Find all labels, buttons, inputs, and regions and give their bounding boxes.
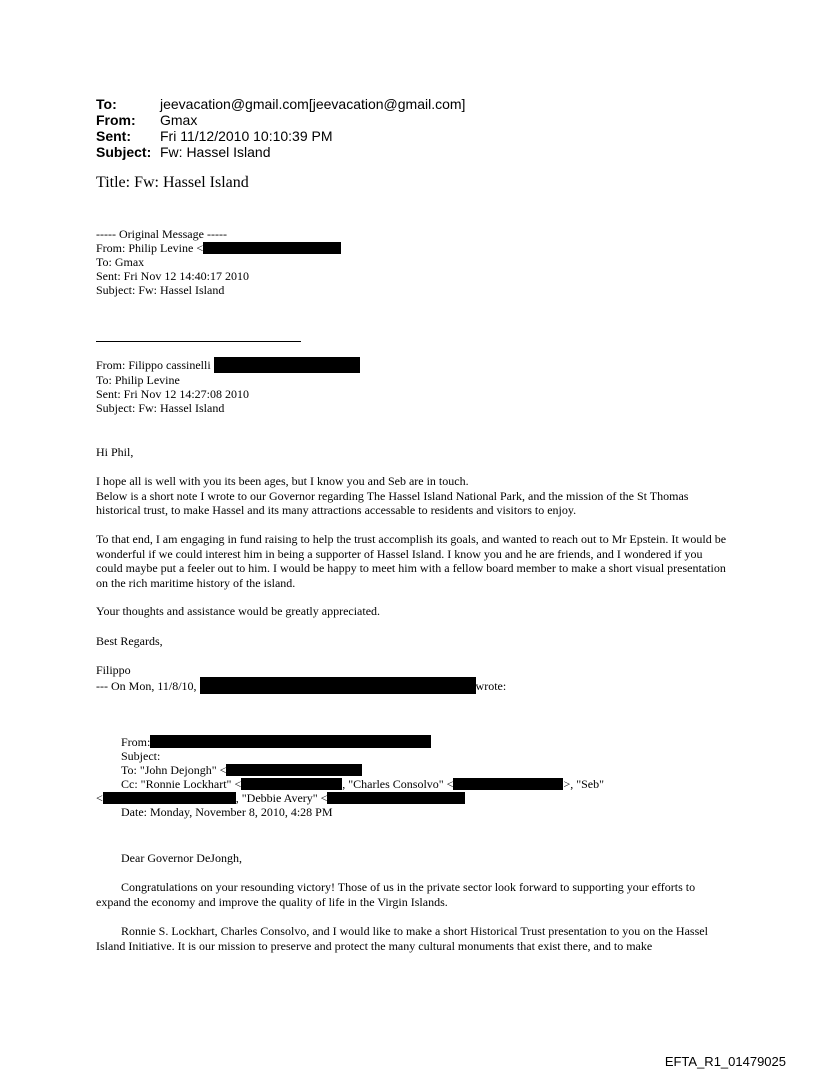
subject-label: Subject:	[96, 144, 152, 160]
forward-header-block	[96, 357, 360, 415]
quoted-cc-line: Cc: "Ronnie Lockhart" < , "Charles Consolvo" < >, "Seb"	[121, 777, 605, 791]
greeting: Hi Phil,	[96, 445, 134, 459]
original-message-block	[96, 227, 341, 297]
redaction-box	[150, 735, 431, 748]
quoted-paragraph-1: Congratulations on your resounding victory! Those of us in the private sector look forward to supporting your efforts to expand the economy and improve the quality of life in the Virgin Islands.	[96, 880, 696, 909]
email-header	[96, 96, 465, 160]
to-label: To:	[96, 96, 117, 112]
sent-value: Fri 11/12/2010 10:10:39 PM	[160, 128, 333, 144]
forward-sent-line: Sent: Fri Nov 12 14:27:08 2010	[96, 387, 250, 401]
forward-subject-line: Subject: Fw: Hassel Island	[96, 401, 225, 415]
quoted-paragraph-2: Ronnie S. Lockhart, Charles Consolvo, and I would like to make a short Historical Trust presentation to you on the Hassel Island Initiative. It is our mission to preserve and protect the many cultural monuments that exist there, and to make	[96, 924, 708, 953]
quoted-to-line: To: "John Dejongh" <	[121, 763, 604, 777]
quoted-subject-line: Subject:	[121, 749, 161, 763]
sent-label: Sent:	[96, 128, 131, 144]
redaction-box	[103, 792, 236, 804]
original-from-line: From: Philip Levine <	[96, 241, 341, 255]
redaction-box	[241, 778, 342, 790]
forward-to-line: To: Philip Levine	[96, 373, 180, 387]
closing: Best Regards,	[96, 634, 163, 648]
redaction-box	[453, 778, 563, 790]
quoted-date-line: Date: Monday, November 8, 2010, 4:28 PM	[121, 805, 333, 819]
forward-from-line: From: Filippo cassinelli	[96, 357, 360, 373]
body-paragraph-1: I hope all is well with you its been ages, but I know you and Seb are in touch. Below is a short note I wrote to our Governor regarding The Hassel Island National Park, and the mission of the St Thomas historical trust, to make Hassel and its many attractions accessable to residents and visitors to enjoy.	[96, 474, 689, 518]
divider-line	[96, 341, 301, 342]
document-id-footer: EFTA_R1_01479025	[664, 1054, 786, 1069]
from-label: From:	[96, 112, 136, 128]
original-sent-line: Sent: Fri Nov 12 14:40:17 2010	[96, 269, 250, 283]
from-value: Gmax	[160, 112, 198, 128]
subject-value: Fw: Hassel Island	[160, 144, 271, 160]
quoted-salutation: Dear Governor DeJongh,	[121, 851, 242, 865]
redaction-box	[214, 357, 360, 373]
document-title: Title: Fw: Hassel Island	[96, 174, 249, 191]
original-message-divider: ----- Original Message -----	[96, 227, 227, 241]
original-to-line: To: Gmax	[96, 255, 145, 269]
quoted-cc-continuation: < , "Debbie Avery" <	[96, 791, 465, 805]
original-subject-line: Subject: Fw: Hassel Island	[96, 283, 225, 297]
quoted-header-block	[121, 735, 604, 791]
to-value: jeevacation@gmail.com[jeevacation@gmail.com]	[160, 96, 466, 112]
body-paragraph-2: To that end, I am engaging in fund raising to help the trust accomplish its goals, and wanted to reach out to Mr Epstein. It would be wonderful if we could interest him in being a supporter of Hassel Island. I know you and he are friends, and I wondered if you could maybe put a feeler out to him. I would be happy to meet him with a fellow board member to make a short visual presentation on the rich maritime history of the island.	[96, 532, 727, 590]
body-paragraph-3: Your thoughts and assistance would be greatly appreciated.	[96, 604, 381, 618]
signature: Filippo	[96, 663, 131, 677]
redaction-box	[200, 677, 476, 694]
redaction-box	[226, 764, 362, 776]
redaction-box	[327, 792, 465, 804]
redaction-box	[203, 242, 341, 254]
quoted-from-line: From:	[121, 735, 604, 749]
on-date-wrote-line: --- On Mon, 11/8/10, wrote:	[96, 679, 507, 693]
